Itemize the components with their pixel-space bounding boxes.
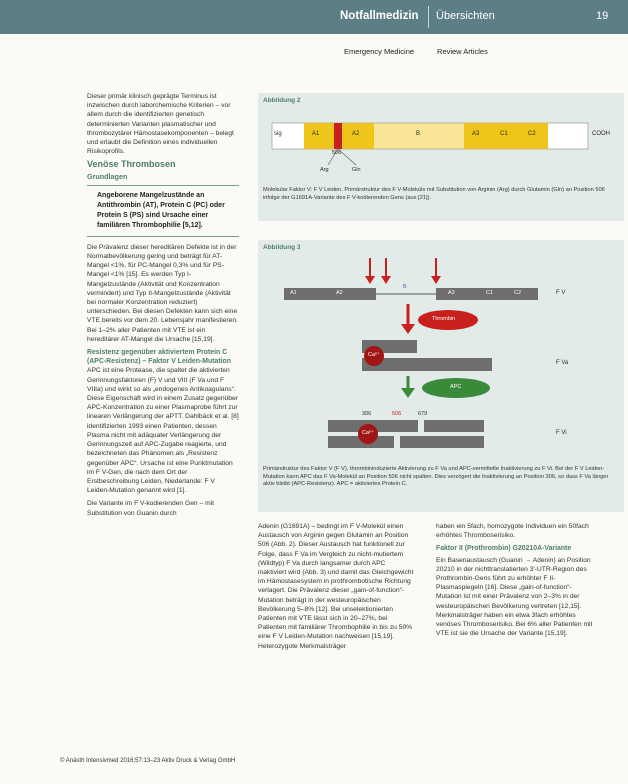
page-number: 19 (596, 10, 609, 22)
segment-label: B (416, 131, 421, 137)
segment-label: COOH (592, 131, 610, 137)
cleave-site-label: 506 (392, 411, 402, 417)
thrombin-label: Thrombin (432, 316, 456, 322)
subheader-left: Emergency Medicine (344, 47, 415, 56)
intro-paragraph: Dieser primär klinisch geprägte Terminus ist inzwischen durch laborchemische Kriterien – vor allem durch die identifizierten genetisch determinierten Varianten plasmatischer und thrombozytärer Hämostasekomponenten – belegt und erlaubt die Definition eines individuellen Risikoprofils. (87, 93, 234, 156)
section-title: Notfallmedizin (340, 10, 419, 22)
page-header (0, 0, 628, 34)
segment-label: A1 (312, 131, 320, 137)
figure-label: Abbildung 3 (263, 244, 301, 251)
subsection-heading: Grundlagen (87, 171, 128, 181)
segment-label: A2 (352, 131, 360, 137)
body-paragraph: APC ist eine Protease, die spaltet die aktivierten Gerinnungsfaktoren (F) V und VIII (F Va und F VIIIa) und wirkt so als „endogenes Antikoagulans“. Diese Eigenschaft wird in einem Zusatz gegenüber APC-Konzentration zu einer Plasmaprobe führt zur linearen Verlängerung der aPTT. Dahlbäck et al. [8] identifizierten 1993 einen Patienten, dessen Plasma nicht mit adäquater Verlängerung der Gerinnungszeit auf APC-Zugabe reagierte, und bezeichneten das Phänomen als „Resistenz gegenüber APC“. Ursache ist eine Punktmutation im F V-Gen, die nach dem Ort der Erstbeschreibung Leiden, Niederlande: F V Leiden-Mutation genannt wird [1]. (87, 367, 239, 495)
column-middle (258, 522, 414, 655)
body-paragraph: Die Prävalenz dieser hereditären Defekte ist in der Normalbevölkerung gering und beträgt für AT-Mangel <1%, für PC-Mangel 0,3% und für PS-Mangel <1% [15]. Es werden Typ I-Mangelzustände (Aktivität und Konzentration vermindert) und Typ II-Mangelzustände (Aktivität bei normaler Konzentration reduziert) unterschieden. Bei diesen Defekten kann sich eine VTE bereits vor dem 20. Lebensjahr manifestieren. Bei 1–2% aller Patienten mit VTE ist ein hereditärer AT-Mangel die Ursache [15,19]. (87, 243, 238, 343)
page-footer: © Anästh Intensivmed 2016;57:13–23 Aktiv Druck & Verlag GmbH (60, 758, 236, 764)
cleave-site-label: 306 (362, 411, 372, 417)
apc-label: APC (450, 384, 462, 390)
segment-label: C2 (528, 131, 536, 137)
calcium-label: Ca²⁺ (368, 352, 380, 358)
highlight-box: Angeborene Mangelzustände an Antithrombin (AT), Protein C (PC) oder Protein S (PS) sind Ursache einer familiären Thrombophilie [5,12]. (87, 185, 239, 237)
figure-caption: Molekular Faktor V: F V Leiden. Primärstruktur des F V-Moleküls mit Substitution von Arginin (Arg) durch Glutamin (Gln) an Position 506 infolge der G1691A-Variante des F V-kodierenden Gens (aus [21]). (263, 187, 605, 201)
body-paragraph: Ein Basenaustausch (Guanin → Adenin) an Position 20210 in der nichttranslatierten 3'-UTR-Region des Prothrombin-Gens führt zu erhöhter F II-Plasmaspiegeln [16]. Diese „gain-of-function“-Mutation ist mit einer Prävalenz von 2–3% in der westeuropäischen Bevölkerung vertreten [12,15]. Merkmalsträger haben ein etwa 3fach erhöhtes venöses Thromboserisiko. Bei 6% aller Patienten mit VTE ist sie die Ursache der Variante [15,19]. (436, 556, 593, 638)
segment-label: A3 (448, 290, 455, 296)
header-divider (428, 6, 429, 28)
segment-label: B (403, 284, 407, 290)
fv-structure-diagram (258, 107, 624, 187)
category-title: Übersichten (436, 10, 495, 22)
segment-label: A2 (336, 290, 343, 296)
body-paragraph: haben ein 5fach, homozygote Individuen ein 50fach erhöhtes Thromboserisiko. (436, 523, 589, 540)
figure-2 (258, 93, 624, 221)
column-left (87, 92, 239, 522)
marker-label: 506 (332, 150, 342, 156)
segment-label: C1 (500, 131, 508, 137)
prothrombin-heading: Faktor II (Prothrombin) G20210A-Variante (436, 545, 572, 553)
apc-heading: Resistenz gegenüber aktiviertem Protein C (APC-Resistenz) – Faktor V Leiden-Mutation (87, 349, 231, 366)
figure-caption: Primärstruktur des Faktor V (F V), thrombininduzierte Aktivierung zu F Va und APC-vermittelte Inaktivierung zu F Vi. Bei der F V Leiden-Mutation kann APC das F Va-Molekül an Position 506 nicht spalten. Dies verzögert die Inaktivierung an Position 306, so dass F Va länger aktiv bleibt (APC-Resistenz). APC = aktiviertes Protein C. (263, 466, 609, 488)
fvi-label: F Vi (556, 430, 567, 436)
column-right (436, 522, 596, 642)
fva-label: F Va (556, 360, 569, 366)
segment-label: sig (274, 131, 282, 137)
body-paragraph: Die Variante im F V-kodierenden Gen – mit Substitution von Guanin durch (87, 500, 214, 517)
subheader-right: Review Articles (437, 47, 488, 56)
segment-label: C1 (486, 290, 494, 296)
segment-label: A1 (290, 290, 297, 296)
segment-label: C2 (514, 290, 522, 296)
marker-label: Arg (320, 167, 329, 173)
segment-label: A3 (472, 131, 480, 137)
fv-label: F V (556, 290, 566, 296)
body-paragraph: Adenin (G1691A) – bedingt im F V-Molekül einen Austausch von Arginin gegen Glutamin an Position 506 (Abb. 2). Dieser Austausch hat funktionell zur Folge, dass F Va im Vergleich zu nicht-mutiertem (Wildtyp) F Va durch langsamer durch APC inaktiviert wird (Abb. 3) und damit das Gleichgewicht im Hämostasesystem in prothrombotische Richtung verlagert. Die Prävalenz dieser „gain-of-function“-Mutation beträgt in der westeuropäischen Bevölkerung 5–8% [12]. Bei unselektionierten Patienten mit VTE lässt sich in 20–27%, bei Patienten mit familiärer Thrombophilie in bis zu 50% eine F V Leiden-Mutation nachweisen [15,19]. Heterozygote Merkmalsträger (258, 523, 414, 650)
marker-label: Gln (352, 167, 361, 173)
figure-3 (258, 240, 624, 512)
fv-activation-diagram (258, 240, 624, 460)
calcium-label: Ca²⁺ (362, 430, 374, 436)
section-heading: Venöse Thrombosen (87, 159, 176, 170)
cleave-site-label: 679 (418, 411, 428, 417)
figure-label: Abbildung 2 (263, 97, 301, 104)
